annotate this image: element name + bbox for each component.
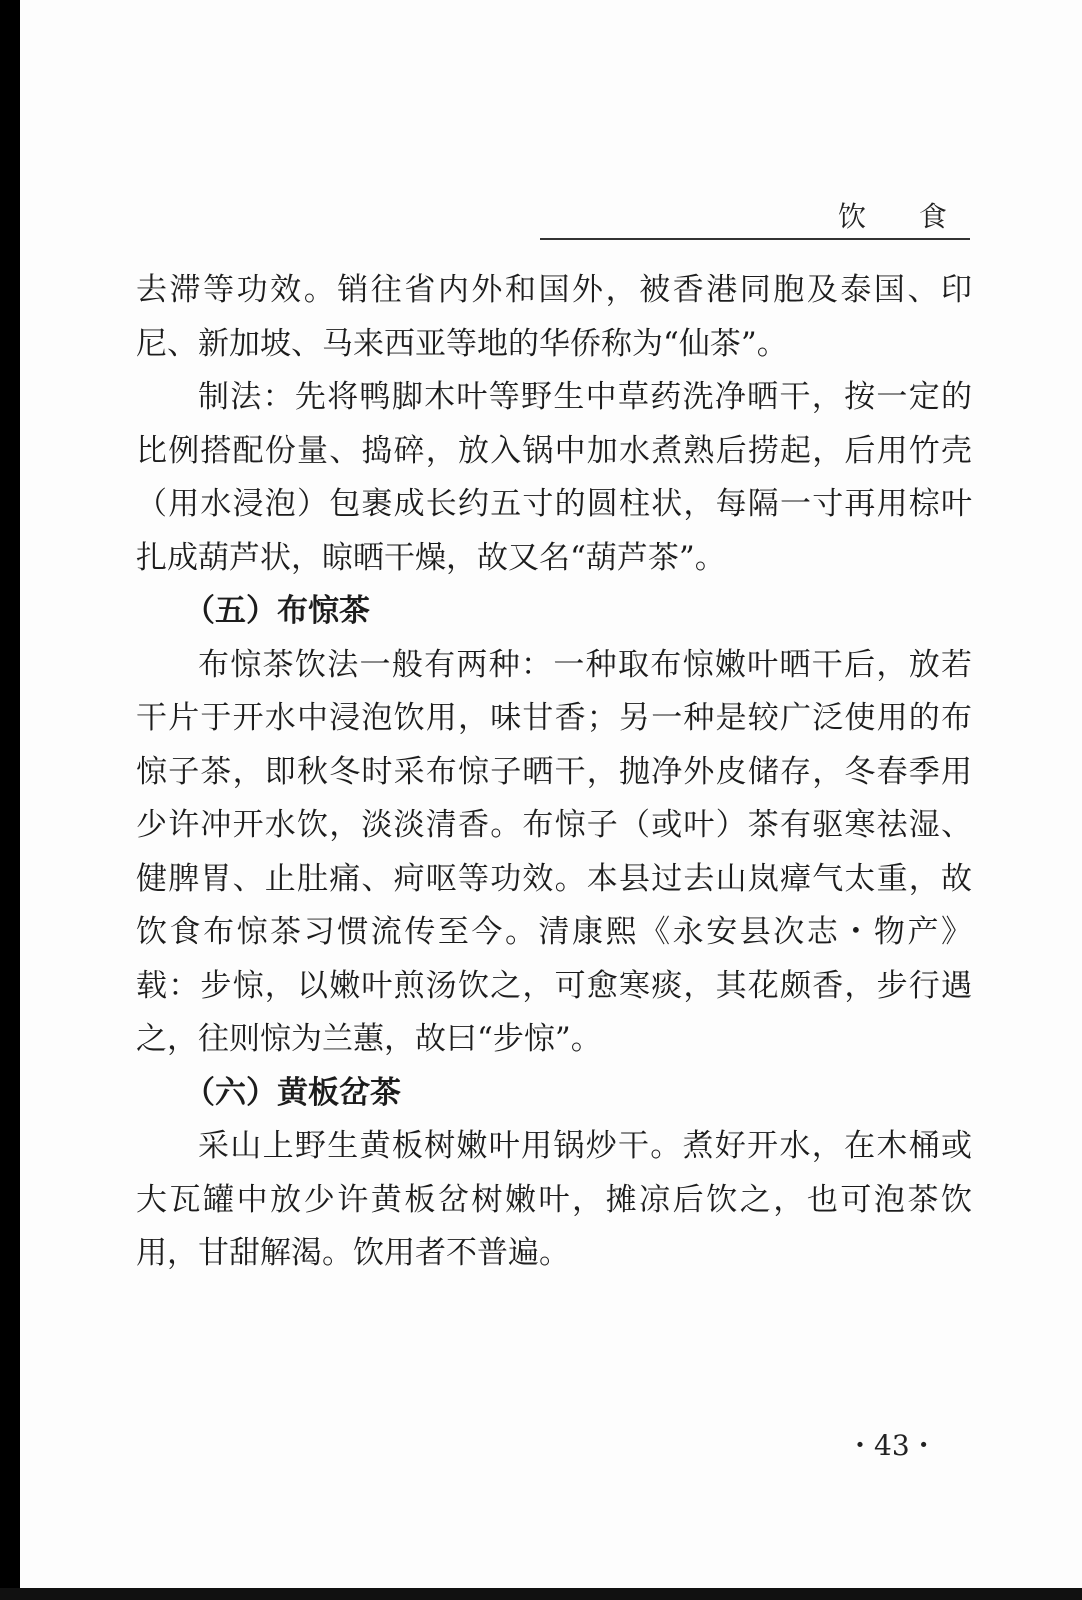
paragraph-huangbancha-tea: 采山上野生黄板树嫩叶用锅炒干。煮好开水，在木桶或大瓦罐中放少许黄板岔树嫩叶，摊凉后饮之，也可泡茶饮用，甘甜解渴。饮用者不普遍。 xyxy=(136,1128,972,1271)
paragraph-continued: 去滞等功效。销往省内外和国外，被香港同胞及泰国、印尼、新加坡、马来西亚等地的华侨称为“仙茶”。 xyxy=(136,272,972,362)
page-number: ・43・ xyxy=(846,1429,938,1462)
page-body xyxy=(136,264,972,1281)
section-heading-bujing-tea: （五）布惊茶 xyxy=(184,593,370,629)
paragraph-method: 制法：先将鸭脚木叶等野生中草药洗净晒干，按一定的比例搭配份量、捣碎，放入锅中加水煮熟后捞起，后用竹壳（用水浸泡）包裹成长约五寸的圆柱状，每隔一寸再用棕叶扎成葫芦状，晾晒干燥，故又名“葫芦茶”。 xyxy=(136,379,972,576)
running-header: 饮 食 xyxy=(838,200,969,233)
header-rule xyxy=(540,238,970,240)
section-heading-huangbancha-tea: （六）黄板岔茶 xyxy=(184,1074,401,1111)
paragraph-bujing-tea: 布惊茶饮法一般有两种：一种取布惊嫩叶晒干后，放若干片于开水中浸泡饮用，味甘香；另一种是较广泛使用的布惊子茶，即秋冬时采布惊子晒干，抛净外皮储存，冬春季用少许冲开水饮，淡淡清香。布惊子（或叶）茶有驱寒祛湿、健脾胃、止肚痛、疴呕等功效。本县过去山岚瘴气太重，故饮食布惊茶习惯流传至今。清康熙《永安县次志・物产》载：步惊，以嫩叶煎汤饮之，可愈寒痰，其花颇香，步行遇之，往则惊为兰蕙，故曰“步惊”。 xyxy=(136,646,972,1057)
scan-edge-left xyxy=(0,0,20,1600)
scan-edge-bottom xyxy=(0,1588,1082,1600)
